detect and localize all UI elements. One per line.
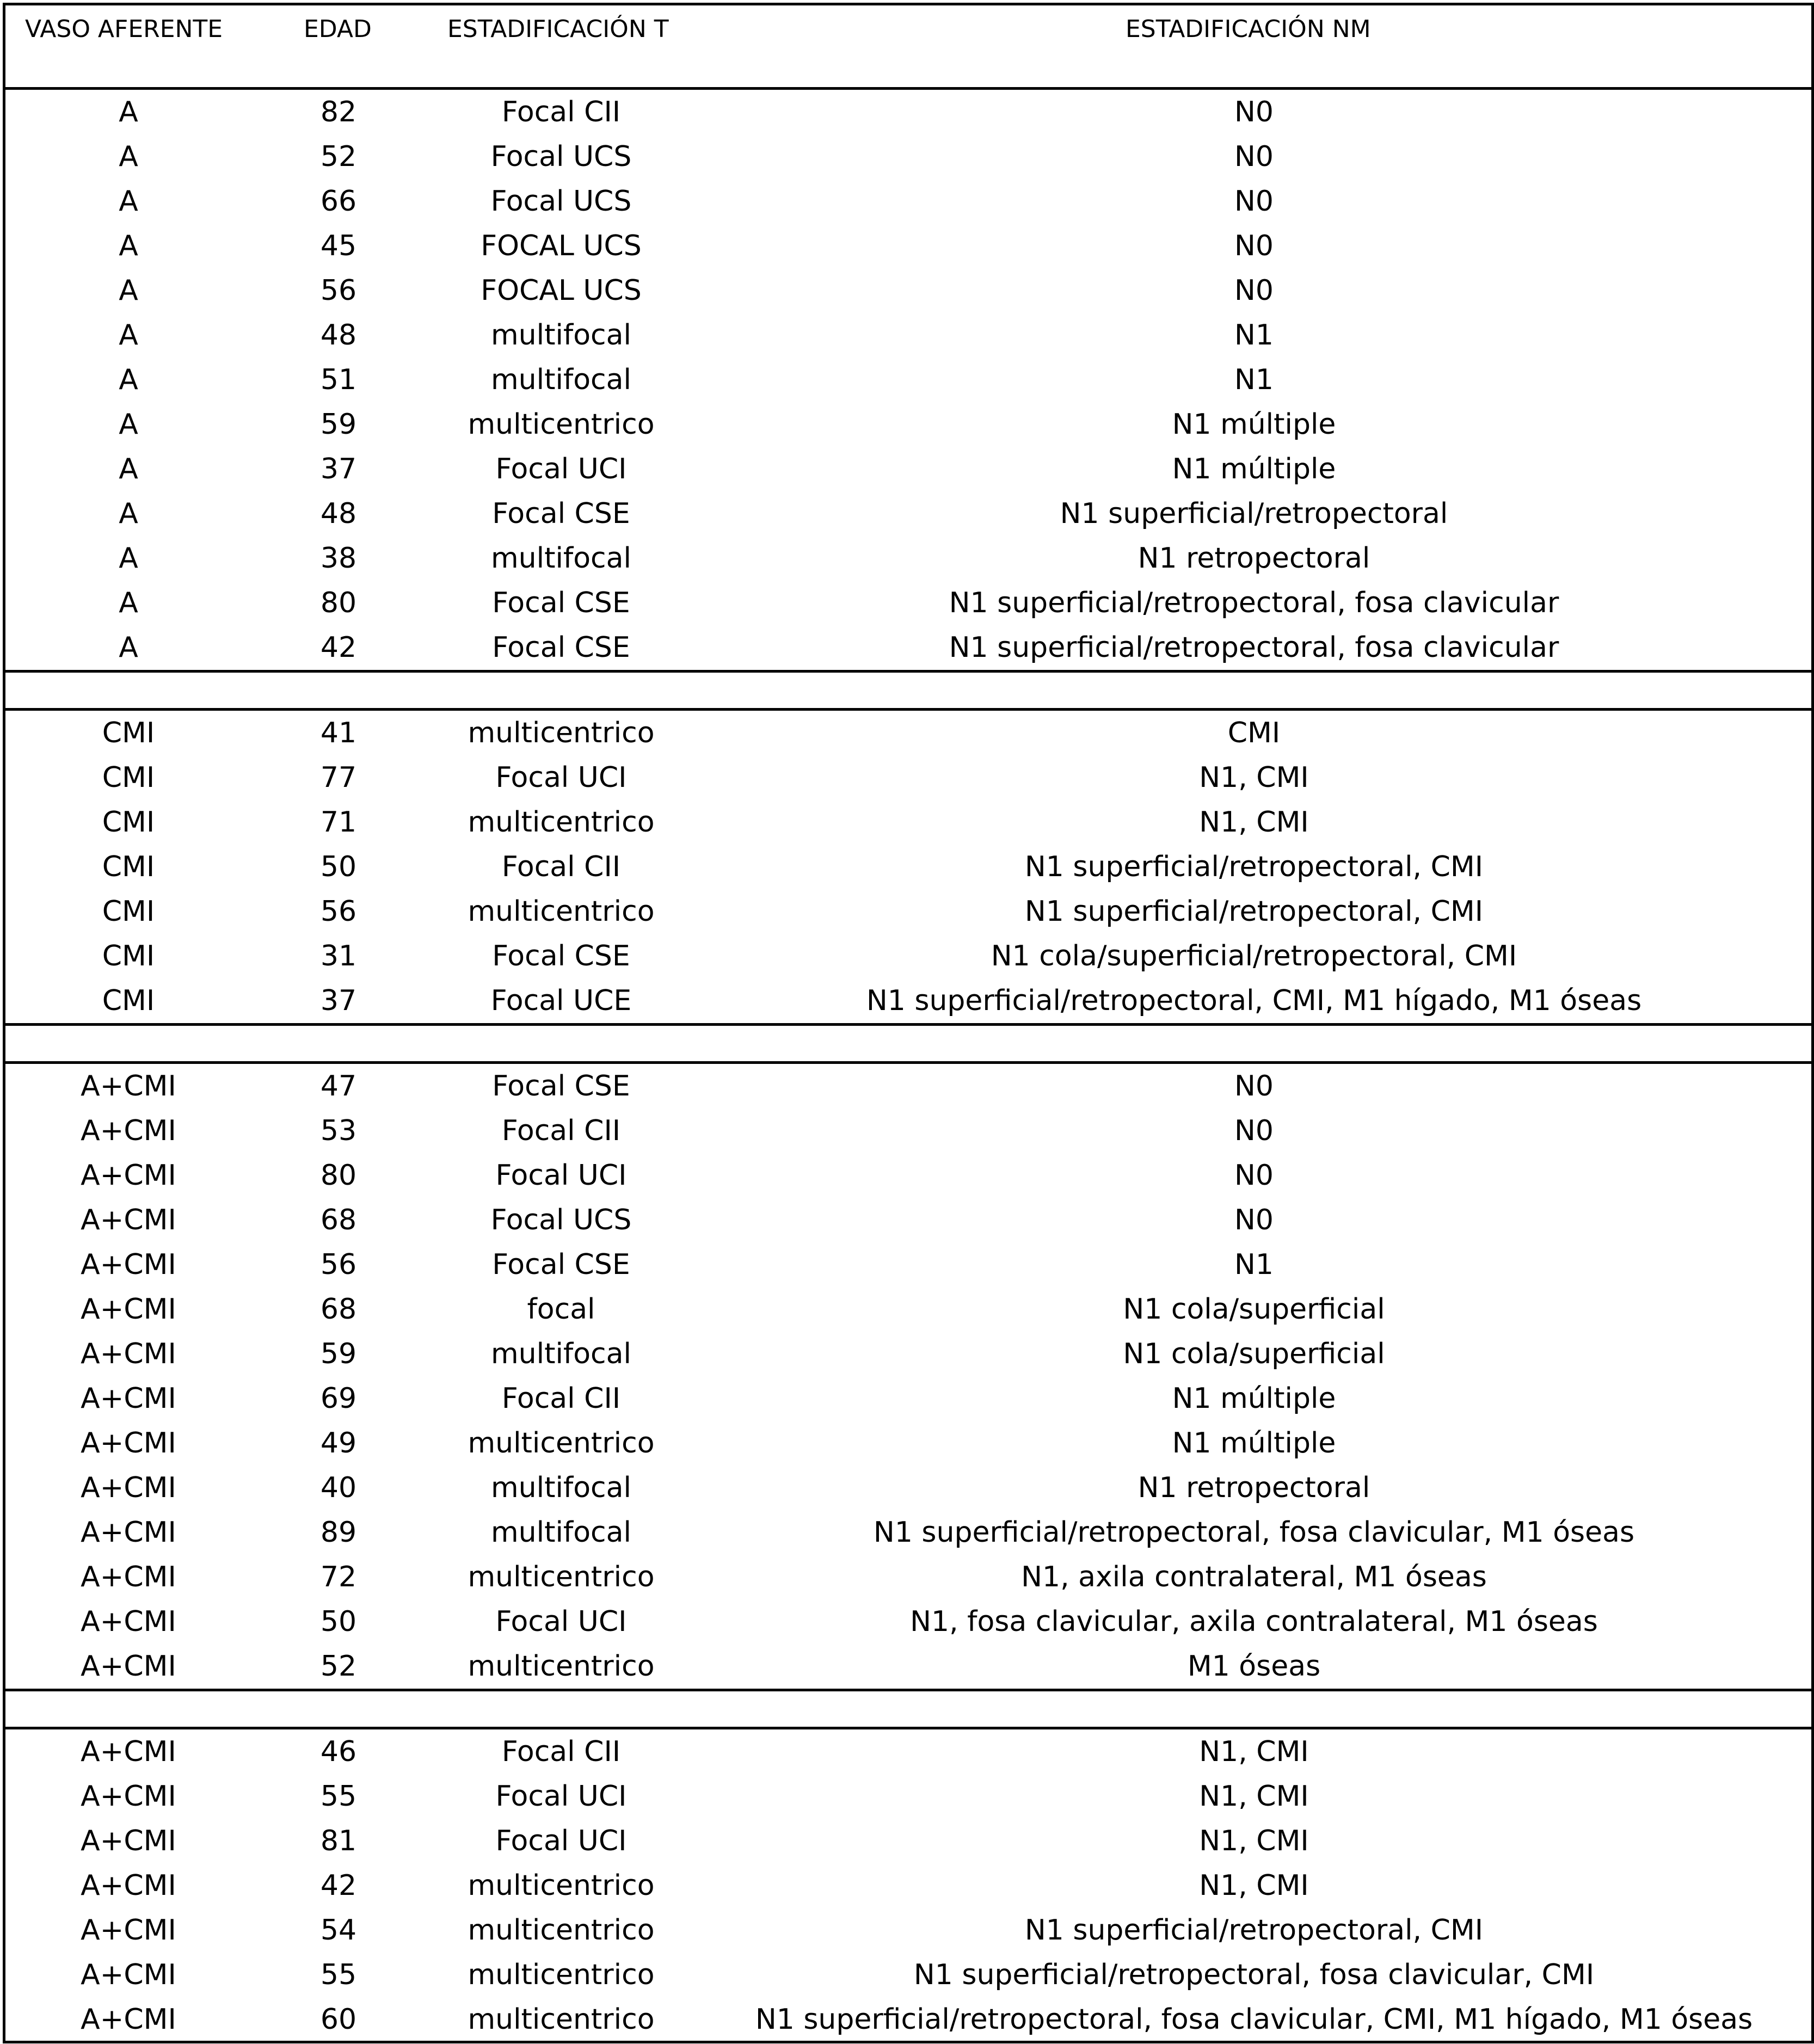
group-separator xyxy=(5,1023,1811,1064)
table-row xyxy=(5,447,1811,491)
estadificacion-t-cell: Focal CSE xyxy=(492,940,630,972)
edad-cell: 80 xyxy=(320,587,357,619)
table-row xyxy=(5,1510,1811,1555)
group-separator xyxy=(5,1689,1811,1729)
edad-cell: 41 xyxy=(320,717,357,749)
table-row xyxy=(5,1287,1811,1332)
table-row xyxy=(5,978,1811,1023)
edad-cell: 72 xyxy=(320,1561,357,1593)
estadificacion-t-cell: multifocal xyxy=(491,364,631,396)
vaso-aferente-cell: A+CMI xyxy=(81,1204,176,1236)
estadificacion-nm-cell: N0 xyxy=(1234,185,1274,218)
vaso-aferente-cell: A+CMI xyxy=(81,1869,176,1902)
vaso-aferente-cell: A xyxy=(119,96,138,128)
edad-cell: 59 xyxy=(320,1338,357,1370)
edad-cell: 47 xyxy=(320,1070,357,1103)
edad-cell: 55 xyxy=(320,1780,357,1813)
edad-cell: 42 xyxy=(320,631,357,664)
table-row xyxy=(5,536,1811,581)
estadificacion-t-cell: Focal CSE xyxy=(492,1070,630,1103)
estadificacion-t-cell: FOCAL UCS xyxy=(481,274,642,307)
vaso-aferente-cell: A xyxy=(119,319,138,352)
estadificacion-nm-cell: N1 xyxy=(1234,364,1274,396)
table-row xyxy=(5,313,1811,358)
vaso-aferente-cell: CMI xyxy=(102,940,155,972)
estadificacion-t-cell: Focal UCS xyxy=(490,185,632,218)
table-row xyxy=(5,90,1811,134)
edad-cell: 46 xyxy=(320,1735,357,1768)
estadificacion-nm-cell: N1 xyxy=(1234,319,1274,352)
vaso-aferente-cell: A+CMI xyxy=(81,1605,176,1638)
estadificacion-nm-cell: N0 xyxy=(1234,230,1274,262)
group-separator xyxy=(5,670,1811,711)
vaso-aferente-cell: CMI xyxy=(102,895,155,928)
estadificacion-t-cell: multicentrico xyxy=(468,717,655,749)
edad-cell: 68 xyxy=(320,1204,357,1236)
estadificacion-nm-cell: N1 superficial/retropectoral, CMI xyxy=(1024,1914,1484,1947)
estadificacion-t-cell: Focal CSE xyxy=(492,497,630,530)
estadificacion-t-cell: Focal UCS xyxy=(490,1204,632,1236)
edad-cell: 38 xyxy=(320,542,357,575)
estadificacion-nm-cell: N1, CMI xyxy=(1199,1735,1309,1768)
table-row xyxy=(5,1908,1811,1953)
estadificacion-nm-cell: N1, CMI xyxy=(1199,761,1309,794)
estadificacion-nm-cell: N1 múltiple xyxy=(1172,1427,1336,1460)
vaso-aferente-cell: A+CMI xyxy=(81,1516,176,1549)
estadificacion-nm-cell: N1 múltiple xyxy=(1172,1382,1336,1415)
table-row xyxy=(5,1774,1811,1819)
estadificacion-t-cell: multicentrico xyxy=(468,1959,655,1991)
estadificacion-t-cell: multifocal xyxy=(491,1338,631,1370)
estadificacion-nm-cell: N1, axila contralateral, M1 óseas xyxy=(1021,1561,1487,1593)
vaso-aferente-cell: A xyxy=(119,140,138,173)
edad-cell: 51 xyxy=(320,364,357,396)
edad-cell: 89 xyxy=(320,1516,357,1549)
table-row xyxy=(5,1466,1811,1510)
vaso-aferente-cell: A+CMI xyxy=(81,1561,176,1593)
estadificacion-nm-cell: N1 cola/superficial/retropectoral, CMI xyxy=(991,940,1517,972)
estadificacion-t-cell: Focal UCE xyxy=(490,984,632,1017)
edad-cell: 56 xyxy=(320,274,357,307)
estadificacion-t-cell: multicentrico xyxy=(468,408,655,441)
vaso-aferente-cell: A xyxy=(119,587,138,619)
table-row xyxy=(5,581,1811,625)
estadificacion-t-cell: multicentrico xyxy=(468,895,655,928)
vaso-aferente-cell: A xyxy=(119,364,138,396)
vaso-aferente-cell: A+CMI xyxy=(81,1293,176,1326)
estadificacion-t-cell: Focal UCI xyxy=(495,761,627,794)
vaso-aferente-cell: A+CMI xyxy=(81,1382,176,1415)
vaso-aferente-cell: A+CMI xyxy=(81,1735,176,1768)
edad-cell: 52 xyxy=(320,140,357,173)
vaso-aferente-cell: CMI xyxy=(102,761,155,794)
estadificacion-t-cell: FOCAL UCS xyxy=(481,230,642,262)
estadificacion-t-cell: Focal CII xyxy=(501,1735,621,1768)
vaso-aferente-cell: A+CMI xyxy=(81,2003,176,2036)
table-row xyxy=(5,1153,1811,1198)
edad-cell: 68 xyxy=(320,1293,357,1326)
estadificacion-t-cell: Focal UCI xyxy=(495,1825,627,1857)
edad-cell: 80 xyxy=(320,1159,357,1192)
table-row xyxy=(5,889,1811,934)
estadificacion-t-cell: multifocal xyxy=(491,1516,631,1549)
estadificacion-nm-cell: M1 óseas xyxy=(1187,1650,1321,1683)
estadificacion-t-cell: Focal UCI xyxy=(495,1780,627,1813)
estadificacion-nm-cell: N0 xyxy=(1234,140,1274,173)
estadificacion-t-cell: multifocal xyxy=(491,542,631,575)
estadificacion-nm-cell: N1 superficial/retropectoral, fosa clavicular, CMI xyxy=(913,1959,1595,1991)
estadificacion-nm-cell: N1 retropectoral xyxy=(1137,542,1370,575)
table-row xyxy=(5,1997,1811,2042)
estadificacion-nm-cell: N1 superficial/retropectoral, fosa clavicular xyxy=(949,631,1559,664)
edad-cell: 42 xyxy=(320,1869,357,1902)
edad-cell: 54 xyxy=(320,1914,357,1947)
vaso-aferente-cell: A+CMI xyxy=(81,1650,176,1683)
estadificacion-nm-cell: N1 superficial/retropectoral xyxy=(1060,497,1448,530)
estadificacion-nm-cell: N0 xyxy=(1234,1204,1274,1236)
vaso-aferente-cell: A+CMI xyxy=(81,1248,176,1281)
table-row xyxy=(5,1242,1811,1287)
table-row xyxy=(5,845,1811,889)
estadificacion-t-cell: Focal CSE xyxy=(492,1248,630,1281)
table-header xyxy=(5,5,1811,90)
edad-cell: 40 xyxy=(320,1472,357,1504)
estadificacion-t-cell: Focal CII xyxy=(501,1115,621,1147)
estadificacion-t-cell: Focal CSE xyxy=(492,631,630,664)
estadificacion-nm-cell: N0 xyxy=(1234,1115,1274,1147)
table-row xyxy=(5,224,1811,268)
header-estadificacion-nm: ESTADIFICACIÓN NM xyxy=(1126,15,1371,43)
vaso-aferente-cell: A+CMI xyxy=(81,1427,176,1460)
vaso-aferente-cell: A xyxy=(119,185,138,218)
vaso-aferente-cell: A xyxy=(119,542,138,575)
header-estadificacion-t: ESTADIFICACIÓN T xyxy=(447,15,669,43)
edad-cell: 48 xyxy=(320,319,357,352)
vaso-aferente-cell: A+CMI xyxy=(81,1914,176,1947)
table-row xyxy=(5,491,1811,536)
vaso-aferente-cell: A+CMI xyxy=(81,1472,176,1504)
table-row xyxy=(5,179,1811,224)
table-row xyxy=(5,1863,1811,1908)
estadificacion-nm-cell: N1 retropectoral xyxy=(1137,1472,1370,1504)
edad-cell: 55 xyxy=(320,1959,357,1991)
edad-cell: 53 xyxy=(320,1115,357,1147)
estadificacion-t-cell: multicentrico xyxy=(468,1561,655,1593)
table-row xyxy=(5,1376,1811,1421)
edad-cell: 82 xyxy=(320,96,357,128)
estadificacion-t-cell: multicentrico xyxy=(468,1869,655,1902)
estadificacion-t-cell: focal xyxy=(527,1293,595,1326)
table-row xyxy=(5,1198,1811,1242)
estadificacion-nm-cell: N1 cola/superficial xyxy=(1123,1293,1385,1326)
table-row xyxy=(5,755,1811,800)
table-row xyxy=(5,934,1811,978)
edad-cell: 77 xyxy=(320,761,357,794)
edad-cell: 81 xyxy=(320,1825,357,1857)
edad-cell: 66 xyxy=(320,185,357,218)
estadificacion-t-cell: Focal UCI xyxy=(495,1159,627,1192)
estadificacion-nm-cell: N1, CMI xyxy=(1199,1869,1309,1902)
estadificacion-nm-cell: N1 xyxy=(1234,1248,1274,1281)
table-row xyxy=(5,1599,1811,1644)
table-row xyxy=(5,1332,1811,1376)
estadificacion-nm-cell: N1, fosa clavicular, axila contralateral, M1 óseas xyxy=(910,1605,1598,1638)
edad-cell: 56 xyxy=(320,1248,357,1281)
vaso-aferente-cell: A xyxy=(119,408,138,441)
table-row xyxy=(5,268,1811,313)
vaso-aferente-cell: A+CMI xyxy=(81,1070,176,1103)
estadificacion-t-cell: Focal CII xyxy=(501,851,621,883)
vaso-aferente-cell: A+CMI xyxy=(81,1780,176,1813)
data-table xyxy=(3,3,1814,2043)
edad-cell: 71 xyxy=(320,806,357,839)
estadificacion-nm-cell: N1 superficial/retropectoral, fosa clavicular, M1 óseas xyxy=(873,1516,1635,1549)
estadificacion-nm-cell: N1 múltiple xyxy=(1172,453,1336,485)
table-row xyxy=(5,1819,1811,1863)
table-row xyxy=(5,1064,1811,1109)
vaso-aferente-cell: A+CMI xyxy=(81,1115,176,1147)
vaso-aferente-cell: CMI xyxy=(102,717,155,749)
edad-cell: 37 xyxy=(320,453,357,485)
estadificacion-t-cell: multifocal xyxy=(491,319,631,352)
header-edad: EDAD xyxy=(304,15,372,43)
vaso-aferente-cell: CMI xyxy=(102,984,155,1017)
estadificacion-t-cell: Focal UCI xyxy=(495,453,627,485)
estadificacion-t-cell: Focal CSE xyxy=(492,587,630,619)
vaso-aferente-cell: A xyxy=(119,230,138,262)
estadificacion-nm-cell: N1 superficial/retropectoral, fosa clavicular, CMI, M1 hígado, M1 óseas xyxy=(755,2003,1753,2036)
vaso-aferente-cell: A xyxy=(119,274,138,307)
estadificacion-nm-cell: N1 superficial/retropectoral, CMI, M1 hígado, M1 óseas xyxy=(866,984,1642,1017)
edad-cell: 50 xyxy=(320,851,357,883)
estadificacion-t-cell: multicentrico xyxy=(468,1427,655,1460)
estadificacion-nm-cell: N1, CMI xyxy=(1199,1825,1309,1857)
table-row xyxy=(5,1555,1811,1599)
table-row xyxy=(5,1644,1811,1689)
vaso-aferente-cell: A+CMI xyxy=(81,1159,176,1192)
edad-cell: 56 xyxy=(320,895,357,928)
edad-cell: 69 xyxy=(320,1382,357,1415)
estadificacion-nm-cell: N1 superficial/retropectoral, CMI xyxy=(1024,895,1484,928)
edad-cell: 60 xyxy=(320,2003,357,2036)
estadificacion-nm-cell: N1 múltiple xyxy=(1172,408,1336,441)
table-row xyxy=(5,800,1811,845)
edad-cell: 45 xyxy=(320,230,357,262)
vaso-aferente-cell: A xyxy=(119,453,138,485)
table-row xyxy=(5,358,1811,402)
estadificacion-t-cell: multifocal xyxy=(491,1472,631,1504)
edad-cell: 50 xyxy=(320,1605,357,1638)
estadificacion-t-cell: multicentrico xyxy=(468,1650,655,1683)
table-row xyxy=(5,1421,1811,1466)
vaso-aferente-cell: CMI xyxy=(102,806,155,839)
estadificacion-nm-cell: N1, CMI xyxy=(1199,806,1309,839)
estadificacion-t-cell: Focal UCI xyxy=(495,1605,627,1638)
estadificacion-nm-cell: N0 xyxy=(1234,274,1274,307)
table-row xyxy=(5,402,1811,447)
table-row xyxy=(5,1729,1811,1774)
estadificacion-nm-cell: N0 xyxy=(1234,1159,1274,1192)
edad-cell: 37 xyxy=(320,984,357,1017)
vaso-aferente-cell: A xyxy=(119,497,138,530)
estadificacion-t-cell: Focal UCS xyxy=(490,140,632,173)
vaso-aferente-cell: A+CMI xyxy=(81,1959,176,1991)
header-vaso-aferente: VASO AFERENTE xyxy=(25,15,223,43)
table-row xyxy=(5,134,1811,179)
table-row xyxy=(5,1109,1811,1153)
edad-cell: 59 xyxy=(320,408,357,441)
estadificacion-t-cell: multicentrico xyxy=(468,1914,655,1947)
edad-cell: 49 xyxy=(320,1427,357,1460)
estadificacion-nm-cell: N1, CMI xyxy=(1199,1780,1309,1813)
vaso-aferente-cell: A xyxy=(119,631,138,664)
estadificacion-t-cell: Focal CII xyxy=(501,1382,621,1415)
estadificacion-t-cell: multicentrico xyxy=(468,806,655,839)
estadificacion-nm-cell: N1 cola/superficial xyxy=(1123,1338,1385,1370)
estadificacion-t-cell: Focal CII xyxy=(501,96,621,128)
table-row xyxy=(5,1953,1811,1997)
estadificacion-nm-cell: N1 superficial/retropectoral, CMI xyxy=(1024,851,1484,883)
estadificacion-t-cell: multicentrico xyxy=(468,2003,655,2036)
estadificacion-nm-cell: N0 xyxy=(1234,96,1274,128)
estadificacion-nm-cell: N1 superficial/retropectoral, fosa clavicular xyxy=(949,587,1559,619)
table-row xyxy=(5,625,1811,670)
estadificacion-nm-cell: CMI xyxy=(1227,717,1281,749)
vaso-aferente-cell: A+CMI xyxy=(81,1825,176,1857)
vaso-aferente-cell: A+CMI xyxy=(81,1338,176,1370)
edad-cell: 48 xyxy=(320,497,357,530)
estadificacion-nm-cell: N0 xyxy=(1234,1070,1274,1103)
edad-cell: 31 xyxy=(320,940,357,972)
vaso-aferente-cell: CMI xyxy=(102,851,155,883)
edad-cell: 52 xyxy=(320,1650,357,1683)
table-row xyxy=(5,711,1811,755)
